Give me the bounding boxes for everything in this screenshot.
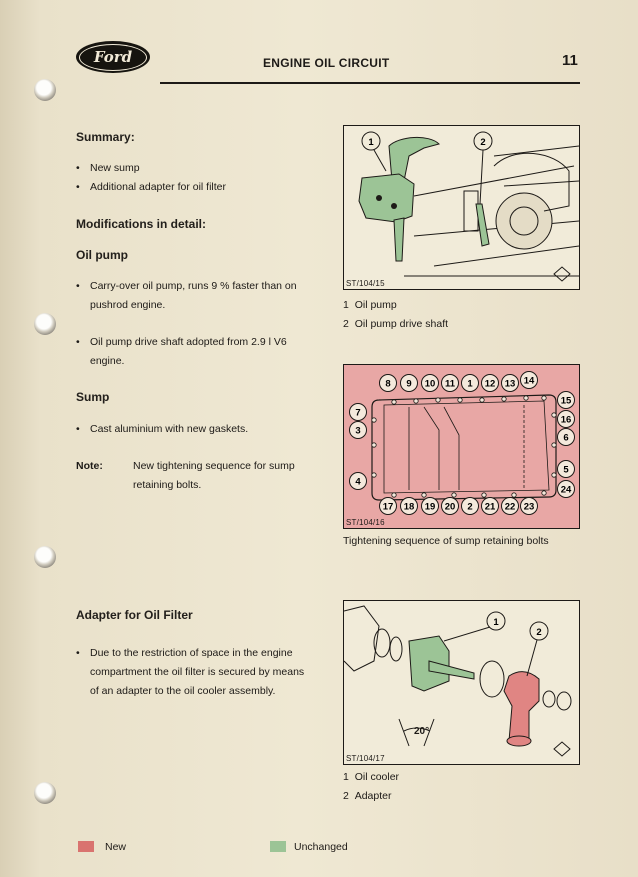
text-line: New tightening sequence for sump [133,460,295,472]
sump-heading: Sump [76,390,110,404]
flange-hole [542,396,546,400]
bolt-number: 10 [424,378,436,390]
summary-heading: Summary: [76,130,135,144]
flange-hole [552,473,556,477]
header-rule [160,82,580,84]
flange-hole [392,400,396,404]
angle-label: 20° [414,726,430,737]
flange-hole [452,493,456,497]
modifications-heading: Modifications in detail: [76,217,207,231]
text-line: • Due to the restriction of space in the engine [90,647,293,659]
binder-hole [34,782,56,804]
page-number: 11 [562,52,578,69]
caption-text: Adapter [354,790,392,802]
summary-item: • New sump [76,159,140,178]
bolt-number: 1 [467,378,473,390]
bolt-number: 11 [444,378,456,390]
flange-hole [524,396,528,400]
bolt-number: 17 [382,501,394,513]
flange-hole [372,473,376,477]
flange-hole [482,493,486,497]
summary-item: • Additional adapter for oil filter [76,178,226,197]
flange-hole [422,493,426,497]
note-label: Note: [76,460,103,472]
bolt-number: 12 [484,378,496,390]
flange-hole [480,398,484,402]
caption-text: Oil pump [354,299,397,311]
caption-text: Oil cooler [354,771,400,783]
flange-hole [512,493,516,497]
oil-pump-item [76,277,297,315]
bolt-number: 18 [403,501,415,513]
adapter-heading: Adapter for Oil Filter [76,608,193,622]
flange-hole [552,413,556,417]
flange-hole [372,443,376,447]
bolt-number: 9 [406,378,412,390]
flange-hole [458,398,462,402]
callout-2: 2 [536,627,542,638]
note-text [133,457,295,495]
bolt-number: 20 [444,501,456,513]
text-line: retaining bolts. [133,479,202,491]
callout-1: 1 [493,617,499,628]
legend-label-new: New [105,841,127,853]
ford-logo-text: Ford [79,44,147,71]
ford-logo [76,41,150,73]
figure-adapter [343,600,580,765]
bolt-number: 4 [355,476,361,488]
bolt-number: 16 [560,414,572,426]
text-line: • Oil pump drive shaft adopted from 2.9 l V6 [90,336,287,348]
legend-swatch-new [78,841,94,852]
flange-hole [552,443,556,447]
figure-caption [343,787,391,806]
flange-hole [542,491,546,495]
binder-hole [34,313,56,335]
binder-hole [34,79,56,101]
bolt-number: 2 [467,501,473,513]
text-line: pushrod engine. [90,299,166,311]
figure-caption: Tightening sequence of sump retaining bolts [343,535,549,547]
bolt-number: 23 [523,501,535,513]
page-title: ENGINE OIL CIRCUIT [263,56,390,70]
bolt-number: 5 [563,464,569,476]
callout-1: 1 [368,137,374,148]
legend-label-unchanged: Unchanged [294,841,348,853]
legend-swatch-unchanged [270,841,286,852]
flange-hole [372,418,376,422]
flange-hole [414,399,418,403]
bolt-number: 22 [504,501,516,513]
bolt-number: 24 [560,484,572,496]
callout-2: 2 [480,137,486,148]
bolt-number: 14 [523,375,535,387]
caption-number: 2 [343,318,349,330]
figure-caption [343,768,399,787]
flange-hole [436,398,440,402]
sump-item: • Cast aluminium with new gaskets. [76,420,248,439]
bolt-number: 3 [355,425,361,437]
text-line: compartment the oil filter is secured by means [90,666,305,678]
caption-text: Oil pump drive shaft [354,318,449,330]
bolt-number: 7 [355,407,361,419]
figure-code: ST/104/16 [346,518,385,527]
oil-pump-heading: Oil pump [76,248,128,262]
adapter-illustration [344,601,579,764]
flange-hole [392,493,396,497]
bolt-number: 21 [484,501,496,513]
caption-number: 2 [343,790,349,802]
flange-hole [502,397,506,401]
caption-number: 1 [343,299,349,311]
bolt-number: 8 [385,378,391,390]
binder-hole [34,546,56,568]
bolt-number: 19 [424,501,436,513]
oil-pump-illustration [344,126,579,289]
figure-sump-sequence [343,364,580,529]
figure-caption [343,296,397,315]
figure-oil-pump [343,125,580,290]
oil-pump-item [76,333,287,371]
bolt-number: 15 [560,395,572,407]
adapter-item [76,644,304,701]
figure-code: ST/104/15 [346,279,385,288]
text-line: of an adapter to the oil cooler assembly. [90,685,276,697]
text-line: engine. [90,355,125,367]
bolt-number: 6 [563,432,569,444]
caption-number: 1 [343,771,349,783]
sump-illustration [344,365,579,528]
figure-caption [343,315,448,334]
figure-code: ST/104/17 [346,754,385,763]
bolt-number: 13 [504,378,516,390]
text-line: • Carry-over oil pump, runs 9 % faster than on [90,280,297,292]
